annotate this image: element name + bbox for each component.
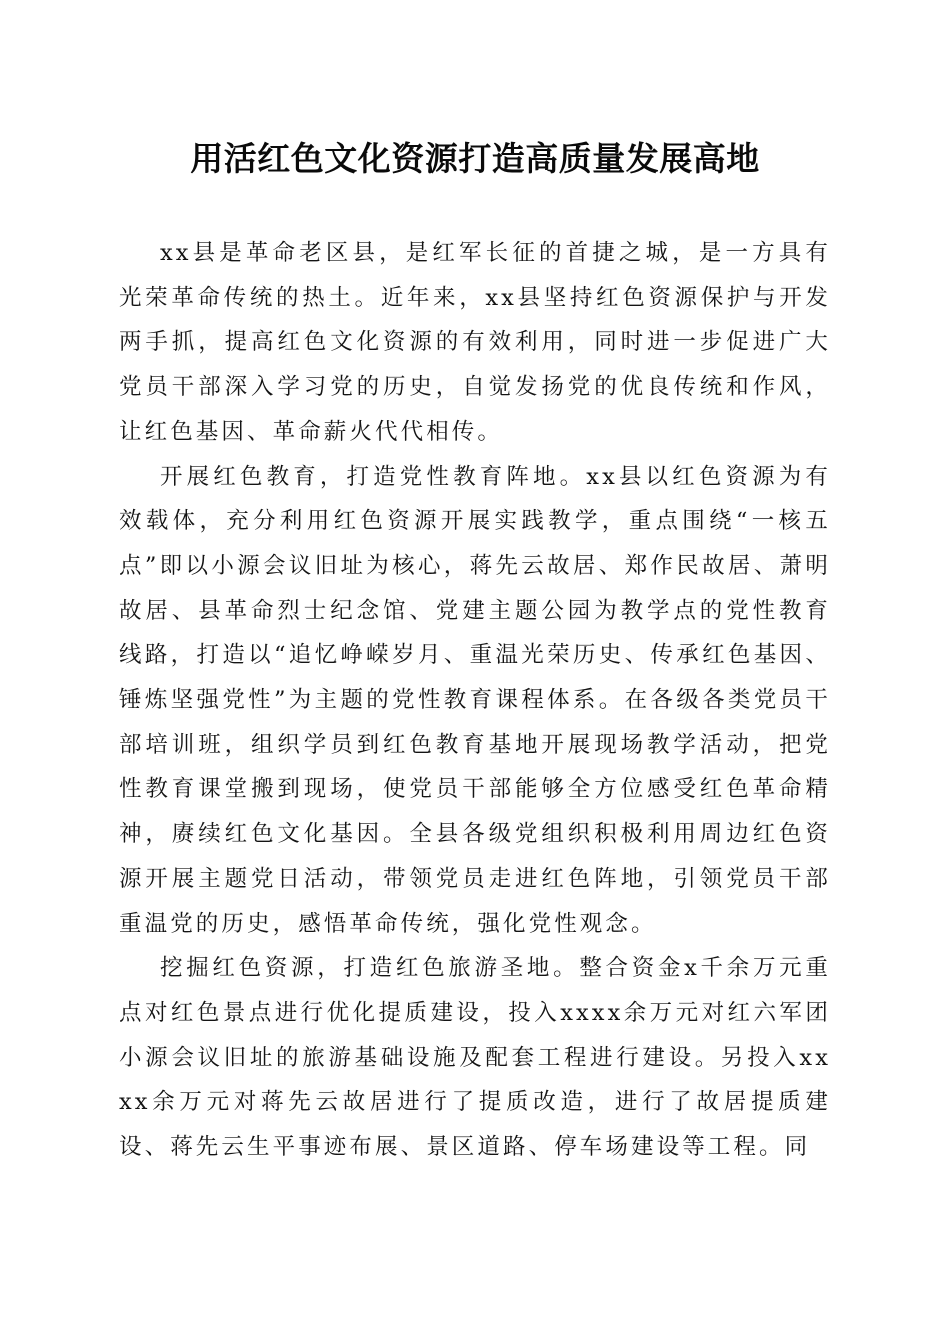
paragraph-intro: xx县是革命老区县，是红军长征的首捷之城，是一方具有光荣革命传统的热土。近年来，xx县坚持红色资源保护与开发两手抓，提高红色文化资源的有效利用，同时进一步促进广大党员干部深入学习党的历史，自觉发扬党的优良传统和作风，让红色基因、革命薪火代代相传。: [119, 240, 831, 445]
document-title: 用活红色文化资源打造高质量发展高地: [190, 139, 760, 178]
paragraph-red-education: 开展红色教育，打造党性教育阵地。xx县以红色资源为有效载体，充分利用红色资源开展实践教学，重点围绕“一核五点”即以小源会议旧址为核心，蒋先云故居、郑作民故居、萧明故居、县革命烈士纪念馆、党建主题公园为教学点的党性教育线路，打造以“追忆峥嵘岁月、重温光荣历史、传承红色基因、锤炼坚强党性”为主题的党性教育课程体系。在各级各类党员干部培训班，组织学员到红色教育基地开展现场教学活动，把党性教育课堂搬到现场，使党员干部能够全方位感受红色革命精神，赓续红色文化基因。全县各级党组织积极利用周边红色资源开展主题党日活动，带领党员走进红色阵地，引领党员干部重温党的历史，感悟革命传统，强化党性观念。: [119, 463, 831, 937]
document-body: [119, 231, 831, 1170]
paragraph-red-tourism: 挖掘红色资源，打造红色旅游圣地。整合资金x千余万元重点对红色景点进行优化提质建设，投入xxxx余万元对红六军团小源会议旧址的旅游基础设施及配套工程进行建设。另投入xxxx余万元对蒋先云故居进行了提质改造，进行了故居提质建设、蒋先云生平事迹布展、景区道路、停车场建设等工程。同: [119, 955, 831, 1161]
